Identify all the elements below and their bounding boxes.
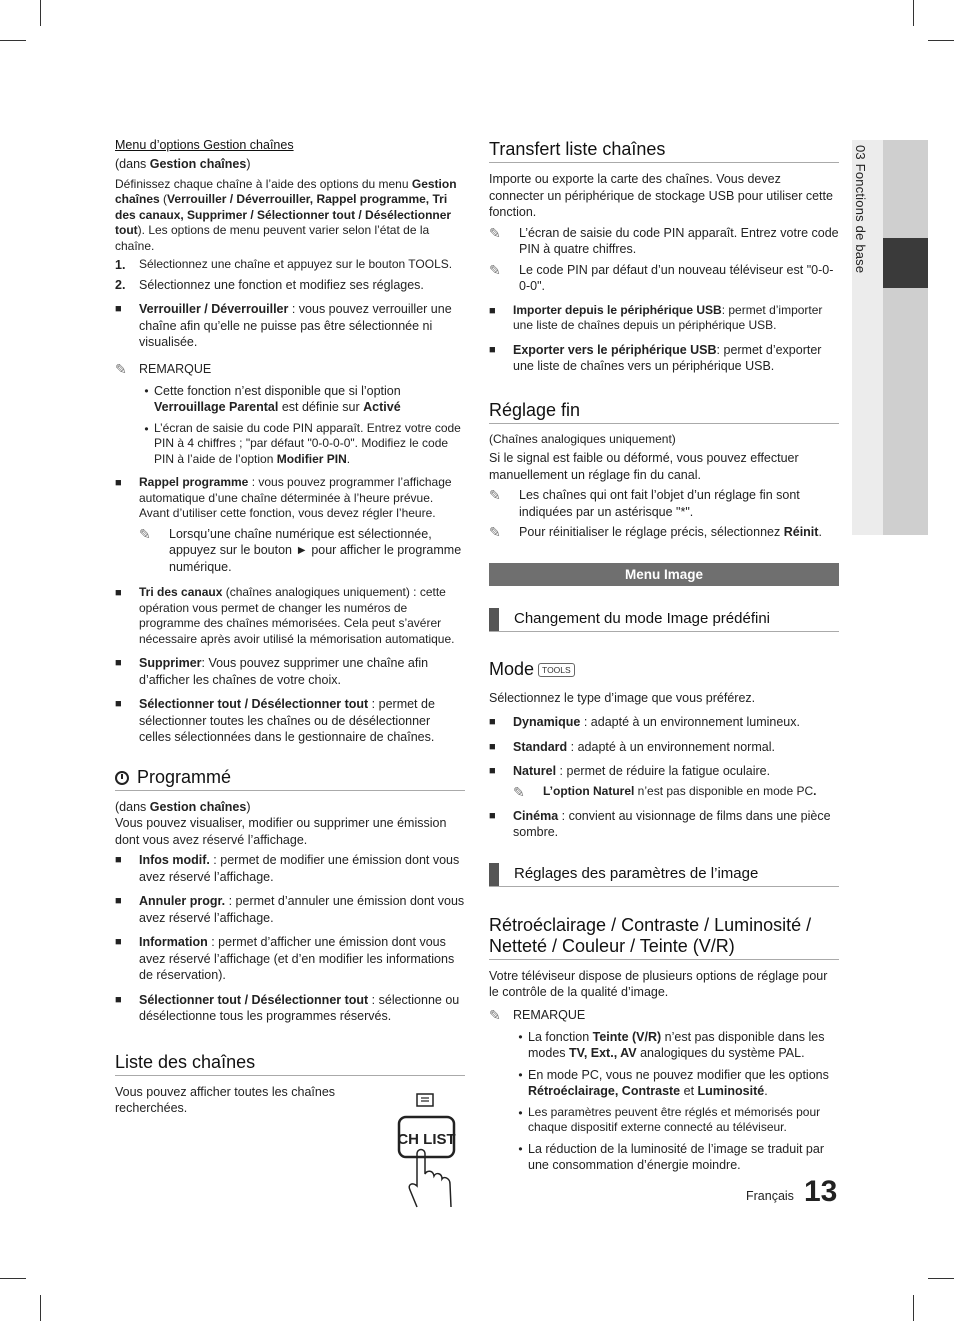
right-column <box>489 138 839 1174</box>
bullet-tri: ■ Tri des canaux (chaînes analogiques uniquement) : cette opération vous permet de changer les numéros de programme des chaînes mémorisées. Cela peut s’avérer nécessaire après avoir utilisé la mémorisation automatique. <box>115 585 455 646</box>
note: ✎ Les chaînes qui ont fait l’objet d’un réglage fin sont indiquées par un astérisque "*". <box>489 487 800 519</box>
menu-intro: Définissez chaque chaîne à l’aide des options du menu Gestion chaînes (Verrouiller / Déverrouiller, Rappel programme, Tri des canaux, Supprimer / Sélectionner tout / Désélectionner tout). Les options de menu peuvent varier selon l’état de la chaîne. <box>115 176 457 253</box>
remark-item: • La réduction de la luminosité de l’image se traduit par une consommation d’énergie moindre. <box>518 1141 825 1172</box>
pen-icon: ✎ <box>489 487 501 503</box>
note: ✎ L’écran de saisie du code PIN apparaît. Entrez votre code PIN à quatre chiffres. <box>489 224 839 256</box>
bullet-cinema: ■ Cinéma : convient au visionnage de films dans une pièce sombre. <box>489 808 831 839</box>
mode-intro: Sélectionnez le type d’image que vous préférez. <box>489 690 756 705</box>
chapter-label: 03 Fonctions de base <box>853 145 868 274</box>
section-band-menu-image: Menu Image <box>489 563 839 586</box>
note: ✎ Le code PIN par défaut d’un nouveau téléviseur est "0-0-0-0". <box>489 261 834 293</box>
subsection-changement: Changement du mode Image prédéfini <box>489 608 839 632</box>
programme-intro: Vous pouvez visualiser, modifier ou supprimer une émission dont vous avez réservé l’affichage. <box>115 816 447 847</box>
step-2: 2. Sélectionnez une fonction et modifiez ses réglages. <box>115 277 424 292</box>
left-column <box>115 138 465 1214</box>
pen-icon: ✎ <box>489 524 501 540</box>
bullet-supprimer: ■ Supprimer: Vous pouvez supprimer une chaîne afin d’afficher les chaînes de votre choix. <box>115 656 429 687</box>
pen-icon: ✎ <box>489 261 501 278</box>
remark-item: • Les paramètres peuvent être réglés et mémorisés pour chaque dispositif externe connecté au téléviseur. <box>518 1104 821 1134</box>
heading-liste-chaines: Liste des chaînes <box>115 1051 465 1076</box>
bullet-import: ■ Importer depuis le périphérique USB: permet d’importer une liste de chaînes depuis un périphérique USB. <box>489 302 823 332</box>
crop-mark <box>0 40 26 41</box>
crop-mark <box>928 1278 954 1279</box>
note-naturel: ✎ L’option Naturel n’est pas disponible en mode PC. <box>513 783 817 800</box>
step-1: 1. Sélectionnez une chaîne et appuyez sur le bouton TOOLS. <box>115 257 453 272</box>
note-rappel: ✎ Lorsqu’une chaîne numérique est sélectionnée, appuyez sur le bouton ► pour afficher le programme numérique. <box>139 525 462 574</box>
remote-ch-list-icon <box>397 1090 459 1208</box>
crop-mark <box>928 40 954 41</box>
heading-programme: Programmé <box>115 766 465 791</box>
bullet-selectionner: ■ Sélectionner tout / Désélectionner tout : permet de sélectionner toutes les chaînes ou de désélectionner celles sélectionnées dans le gestionnaire de chaînes. <box>115 697 435 744</box>
ch-list-label: CH LIST <box>397 1130 456 1148</box>
footer-language: Français <box>746 1189 794 1203</box>
remark-item: • L’écran de saisie du code PIN apparaît. Entrez votre code PIN à 4 chiffres ; "par défaut "0-0-0-0". Modifiez le code PIN à l’aide de l’option Modifier PIN. <box>144 420 461 466</box>
reglage-intro: Si le signal est faible ou déformé, vous pouvez effectuer manuellement un réglage fin du canal. <box>489 451 799 482</box>
crop-mark <box>40 1295 41 1321</box>
retro-intro: Votre téléviseur dispose de plusieurs options de réglage pour le contrôle de la qualité d’image. <box>489 968 828 999</box>
chapter-tab <box>883 140 928 535</box>
note: ✎ Pour réinitialiser le réglage précis, sélectionnez Réinit. <box>489 524 822 540</box>
page-number: 13 <box>804 1175 838 1208</box>
tools-badge-icon: TOOLS <box>538 663 575 677</box>
bullet-export: ■ Exporter vers le périphérique USB: permet d’exporter une liste de chaînes vers un périphérique USB. <box>489 342 822 373</box>
chapter-tab-marker <box>883 238 928 288</box>
bullet-information: ■ Information : permet d’afficher une émission dont vous avez réservé l’affichage (et d’en modifier les informations de réservation). <box>115 935 455 982</box>
bullet-lock: ■ Verrouiller / Déverrouiller : vous pouvez verrouiller une chaîne afin qu’elle ne puisse pas être sélectionnée ni visualisée. <box>115 302 452 349</box>
bullet-dynamique: ■ Dynamique : adapté à un environnement lumineux. <box>489 715 800 729</box>
remark-heading: ✎ REMARQUE <box>115 360 212 377</box>
remark-item: • La fonction Teinte (V/R) n’est pas disponible dans les modes TV, Ext., AV analogiques du système PAL. <box>518 1029 825 1060</box>
reglage-sub: (Chaînes analogiques uniquement) <box>489 431 676 446</box>
context-note: (dans Gestion chaînes) <box>115 799 251 814</box>
pen-icon: ✎ <box>489 1006 501 1023</box>
pen-icon: ✎ <box>139 525 151 542</box>
pen-icon: ✎ <box>513 783 525 800</box>
bullet-standard: ■ Standard : adapté à un environnement normal. <box>489 739 775 754</box>
remark-heading: ✎ REMARQUE <box>489 1006 586 1023</box>
bullet-naturel: ■ Naturel : permet de réduire la fatigue oculaire. <box>489 764 771 778</box>
bullet-rappel: ■ Rappel programme : vous pouvez programmer l’affichage automatique d’une chaîne déterminée à l’heure prévue. Avant d’utiliser cette fonction, vous devez régler l’heure. <box>115 475 452 520</box>
context-note: (dans Gestion chaînes) <box>115 157 251 171</box>
pen-icon: ✎ <box>489 224 501 241</box>
bullet-infos: ■ Infos modif. : permet de modifier une émission dont vous avez réservé l’affichage. <box>115 853 460 884</box>
bullet-selectionner-prog: ■ Sélectionner tout / Désélectionner tout : sélectionne ou désélectionne tous les programmes réservés. <box>115 992 460 1023</box>
crop-mark <box>0 1278 26 1279</box>
heading-mode: Mode TOOLS <box>489 658 839 682</box>
crop-mark <box>913 0 914 26</box>
heading-transfert: Transfert liste chaînes <box>489 138 839 163</box>
subsection-reglages-params: Réglages des paramètres de l’image <box>489 863 839 887</box>
pen-icon: ✎ <box>115 360 127 377</box>
bullet-annuler: ■ Annuler progr. : permet d’annuler une émission dont vous avez réservé l’affichage. <box>115 894 465 925</box>
section-subtitle-menu-options: Menu d’options Gestion chaînes <box>115 138 294 152</box>
heading-reglage-fin: Réglage fin <box>489 399 839 424</box>
remark-item: • En mode PC, vous ne pouvez modifier que les options Rétroéclairage, Contraste et Luminosité. <box>518 1067 829 1098</box>
transfert-intro: Importe ou exporte la carte des chaînes. Vous devez connecter un périphérique de stockage USB pour utiliser cette fonction. <box>489 172 833 219</box>
crop-mark <box>40 0 41 26</box>
liste-text: Vous pouvez afficher toutes les chaînes recherchées. <box>115 1084 336 1115</box>
crop-mark <box>913 1295 914 1321</box>
heading-retroeclairage: Rétroéclairage / Contraste / Luminosité / Netteté / Couleur / Teinte (V/R) <box>489 915 839 960</box>
clock-icon <box>115 771 129 785</box>
remark-item: • Cette fonction n’est disponible que si l’option Verrouillage Parental est définie sur Activé <box>144 383 401 414</box>
